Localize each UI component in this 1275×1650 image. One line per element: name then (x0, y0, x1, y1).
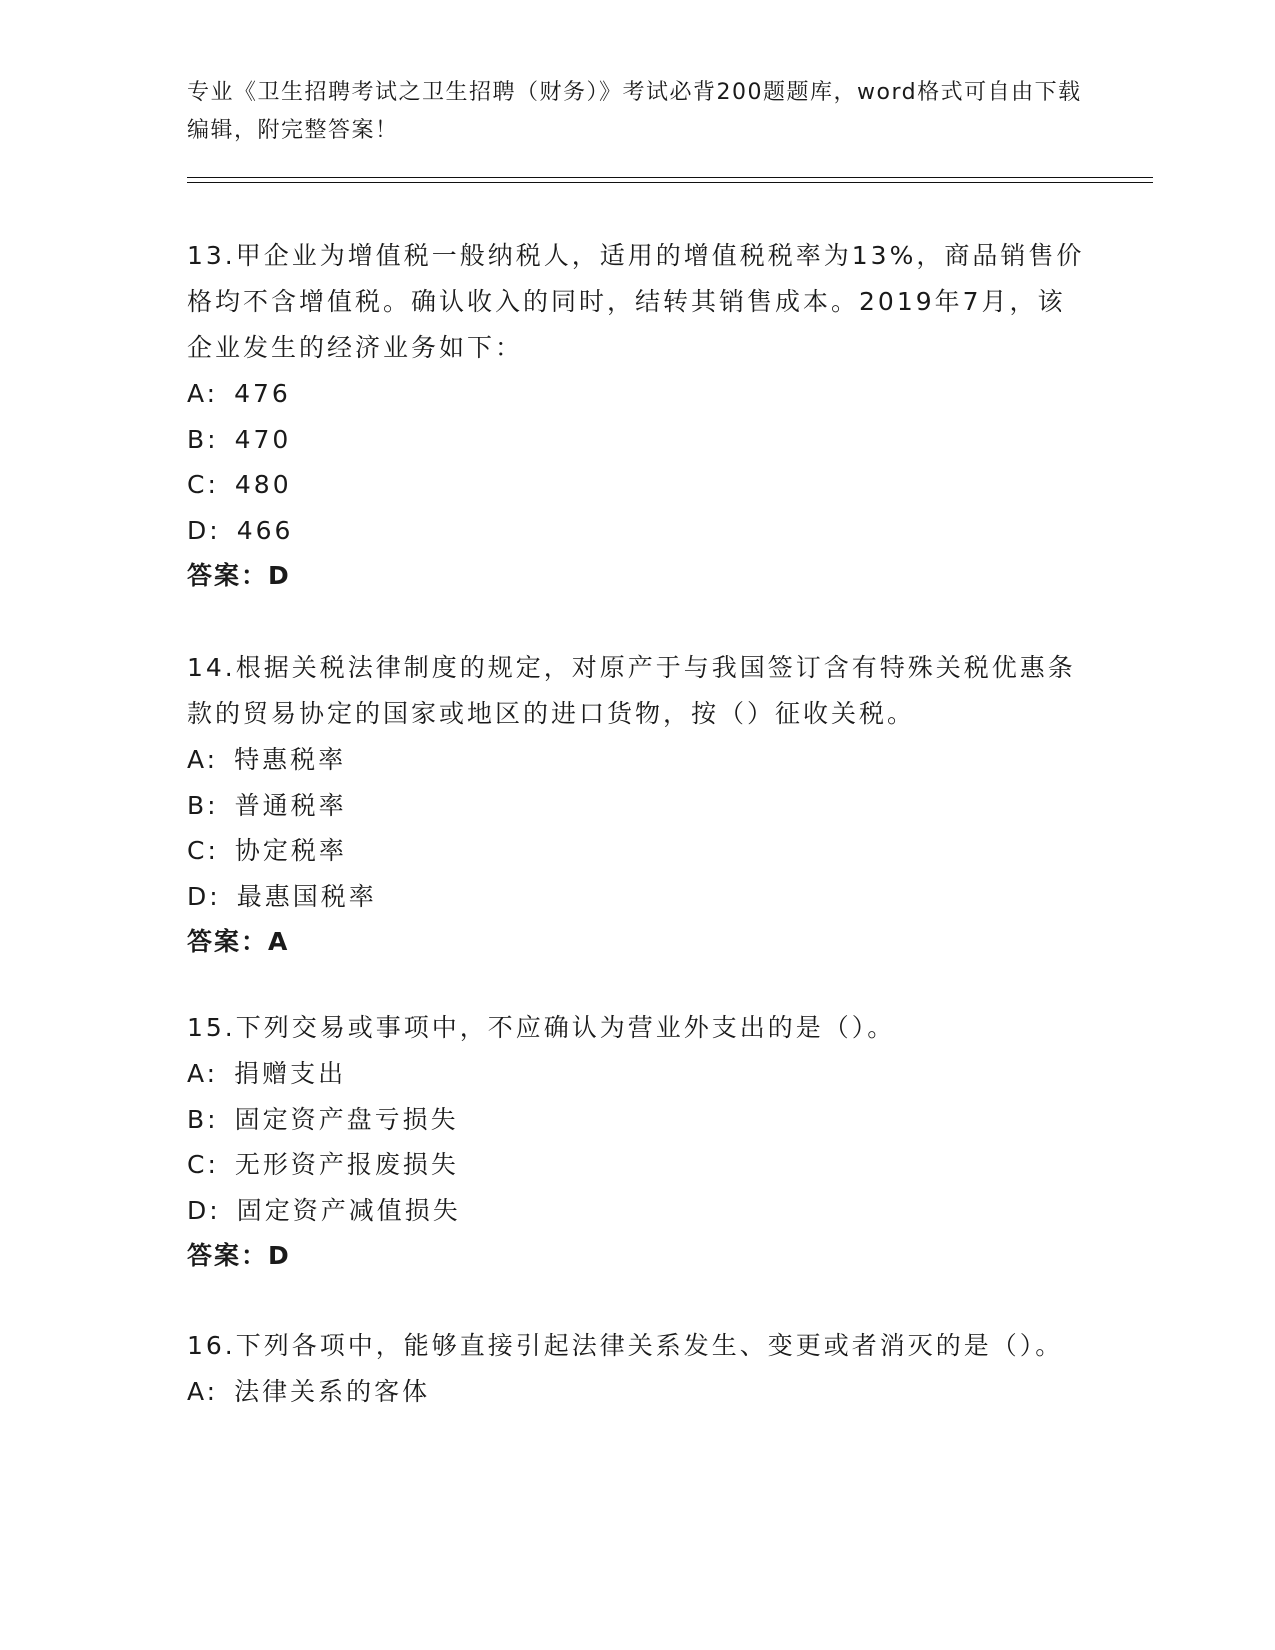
header-divider-top (187, 177, 1153, 178)
option-text: 470 (234, 424, 292, 454)
answer-label: 答案 ： (187, 927, 268, 956)
option-a (187, 1369, 1087, 1415)
option-text: 无形资产报废损失 (234, 1150, 459, 1179)
option-text: 476 (234, 379, 291, 408)
answer-value: D (268, 561, 291, 590)
option-a (187, 1051, 1087, 1097)
option-key: A : (187, 379, 218, 408)
option-key: C : (187, 470, 219, 499)
option-text: 捐赠支出 (234, 1059, 347, 1088)
option-c (187, 828, 1087, 874)
question-stem: 13.甲企业为增值税一般纳税人，适用的增值税税率为13%，商品销售价格均不含增值税。确认收入的同时，结转其销售成本。2019年7月，该企业发生的经济业务如下： (187, 241, 1085, 362)
answer-line (187, 1233, 1087, 1279)
option-c (187, 1142, 1087, 1188)
answer-value: A (268, 927, 290, 956)
option-key: C : (187, 836, 219, 865)
option-text: 法律关系的客体 (234, 1377, 431, 1406)
question-stem: 16.下列各项中，能够直接引起法律关系发生、变更或者消灭的是（）。 (187, 1331, 1064, 1360)
question-15 (187, 1005, 1087, 1279)
option-text: 普通税率 (234, 790, 347, 820)
question-16 (187, 1323, 1087, 1415)
header-divider-bottom (187, 182, 1153, 183)
option-text: 协定税率 (234, 836, 347, 865)
option-text: 特惠税率 (234, 745, 347, 774)
option-text: 480 (234, 470, 292, 499)
option-b (187, 417, 1087, 463)
option-key: D : (187, 516, 221, 545)
answer-label: 答案 ： (187, 1241, 268, 1270)
option-key: D : (187, 1196, 221, 1225)
option-a (187, 371, 1087, 417)
option-b (187, 1097, 1087, 1143)
option-key: A : (187, 745, 218, 774)
option-text: 最惠国税率 (236, 881, 377, 911)
option-d (187, 508, 1087, 554)
option-text: 固定资产盘亏损失 (234, 1104, 459, 1134)
option-key: A : (187, 1377, 218, 1406)
option-key: A : (187, 1059, 218, 1088)
question-14 (187, 645, 1087, 965)
answer-label: 答案 ： (187, 561, 268, 590)
answer-value: D (268, 1241, 291, 1270)
answer-line (187, 553, 1087, 599)
option-key: B : (187, 425, 219, 454)
option-d (187, 1188, 1087, 1234)
option-d (187, 874, 1087, 920)
option-a (187, 737, 1087, 783)
option-key: B : (187, 791, 219, 820)
question-stem: 15.下列交易或事项中，不应确认为营业外支出的是（）。 (187, 1013, 896, 1042)
question-13 (187, 233, 1087, 599)
option-list (187, 737, 1087, 919)
document-header: 专业《卫生招聘考试之卫生招聘（财务）》考试必背200题题库，word格式可自由下载编辑，附完整答案！ (187, 80, 1082, 143)
answer-line (187, 919, 1087, 965)
option-text: 固定资产减值损失 (236, 1195, 461, 1225)
option-c (187, 462, 1087, 508)
option-list (187, 1051, 1087, 1233)
option-text: 466 (236, 515, 294, 545)
option-b (187, 783, 1087, 829)
option-list (187, 1369, 1087, 1415)
option-key: D : (187, 882, 221, 911)
question-stem: 14.根据关税法律制度的规定，对原产于与我国签订含有特殊关税优惠条款的贸易协定的国家或地区的进口货物，按（）征收关税。 (187, 653, 1076, 728)
option-list (187, 371, 1087, 553)
option-key: C : (187, 1150, 219, 1179)
option-key: B : (187, 1105, 219, 1134)
